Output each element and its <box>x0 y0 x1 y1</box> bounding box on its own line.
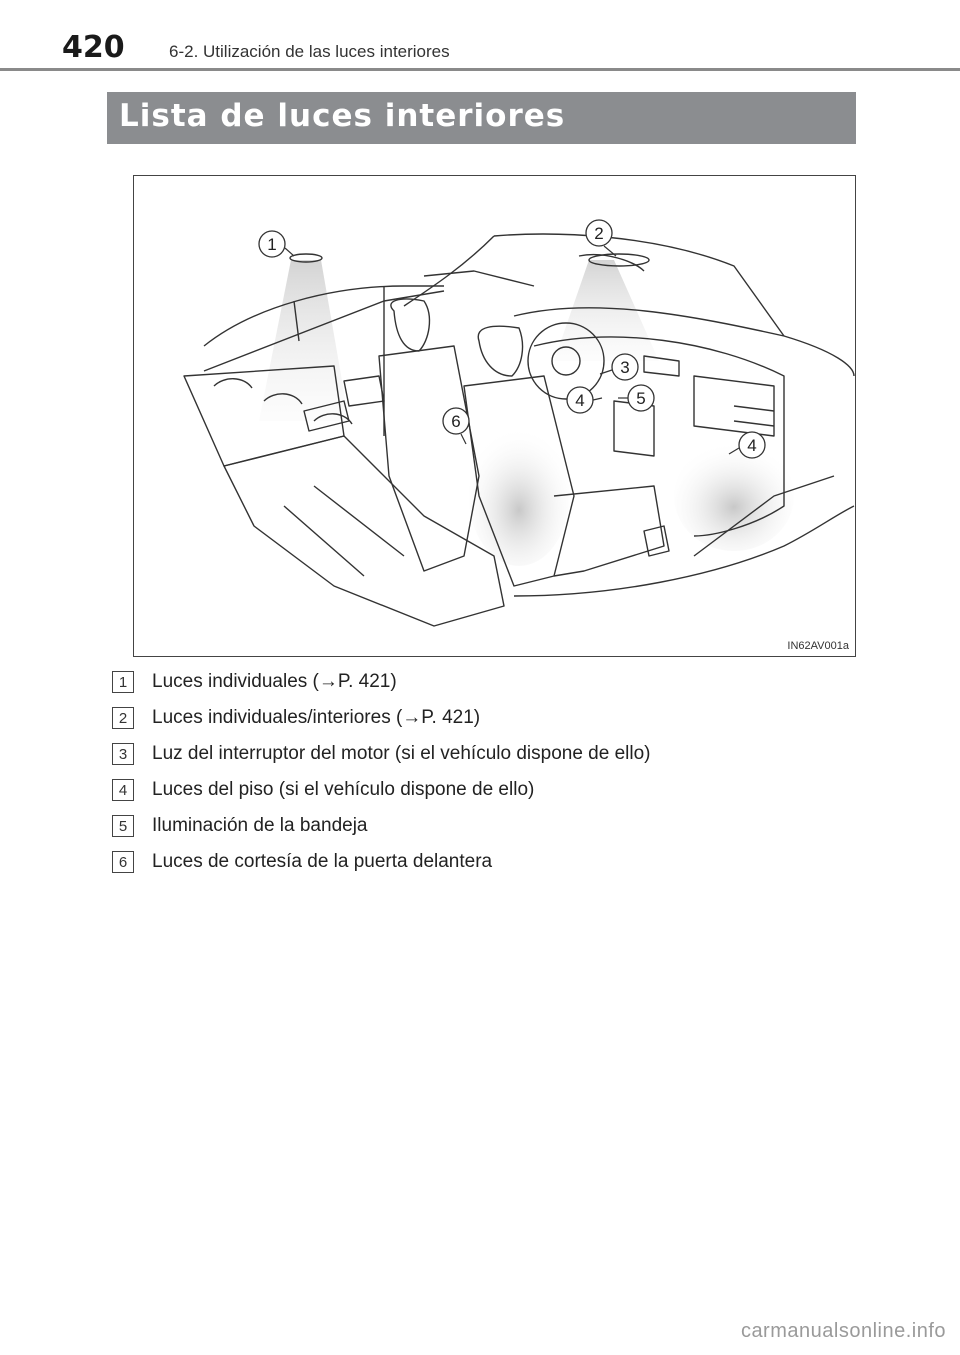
watermark: carmanualsonline.info <box>740 1320 946 1342</box>
svg-text:4: 4 <box>747 436 757 455</box>
figure-code: IN62AV001a <box>787 640 849 652</box>
legend-text: Luces individuales/interiores (→P. 421) <box>152 707 481 728</box>
svg-text:2: 2 <box>594 224 604 243</box>
callout-6 <box>443 408 469 444</box>
legend-number: 1 <box>112 671 134 693</box>
page-number: 420 <box>62 30 125 65</box>
legend-list <box>112 664 872 880</box>
legend-text: Iluminación de la bandeja <box>152 815 368 836</box>
header-divider <box>0 68 960 71</box>
legend-item <box>112 844 872 880</box>
callout-4a <box>567 387 602 413</box>
legend-item <box>112 772 872 808</box>
car-interior-illustration <box>133 175 856 657</box>
legend-item <box>112 736 872 772</box>
legend-item <box>112 664 872 700</box>
svg-text:5: 5 <box>636 389 646 408</box>
legend-number: 6 <box>112 851 134 873</box>
svg-text:4: 4 <box>575 391 585 410</box>
legend-text: Luces de cortesía de la puerta delantera <box>152 851 493 872</box>
page-title: Lista de luces interiores <box>119 98 566 134</box>
legend-number: 2 <box>112 707 134 729</box>
light-beam-1 <box>259 260 349 421</box>
section-title: 6-2. Utilización de las luces interiores <box>169 42 450 61</box>
legend-item <box>112 700 872 736</box>
legend-text: Luz del interruptor del motor (si el vehículo dispone de ello) <box>152 743 651 764</box>
legend-text: Luces individuales (→P. 421) <box>152 671 397 692</box>
legend-text: Luces del piso (si el vehículo dispone de ello) <box>152 779 535 800</box>
callout-1 <box>259 231 294 257</box>
legend-item <box>112 808 872 844</box>
legend-number: 4 <box>112 779 134 801</box>
legend-number: 3 <box>112 743 134 765</box>
svg-text:3: 3 <box>620 358 630 377</box>
callout-5 <box>618 385 654 411</box>
svg-text:1: 1 <box>267 235 277 254</box>
svg-text:6: 6 <box>451 412 461 431</box>
legend-number: 5 <box>112 815 134 837</box>
title-bar <box>107 92 856 144</box>
car-interior-drawing <box>134 176 855 656</box>
callout-2 <box>586 220 616 256</box>
